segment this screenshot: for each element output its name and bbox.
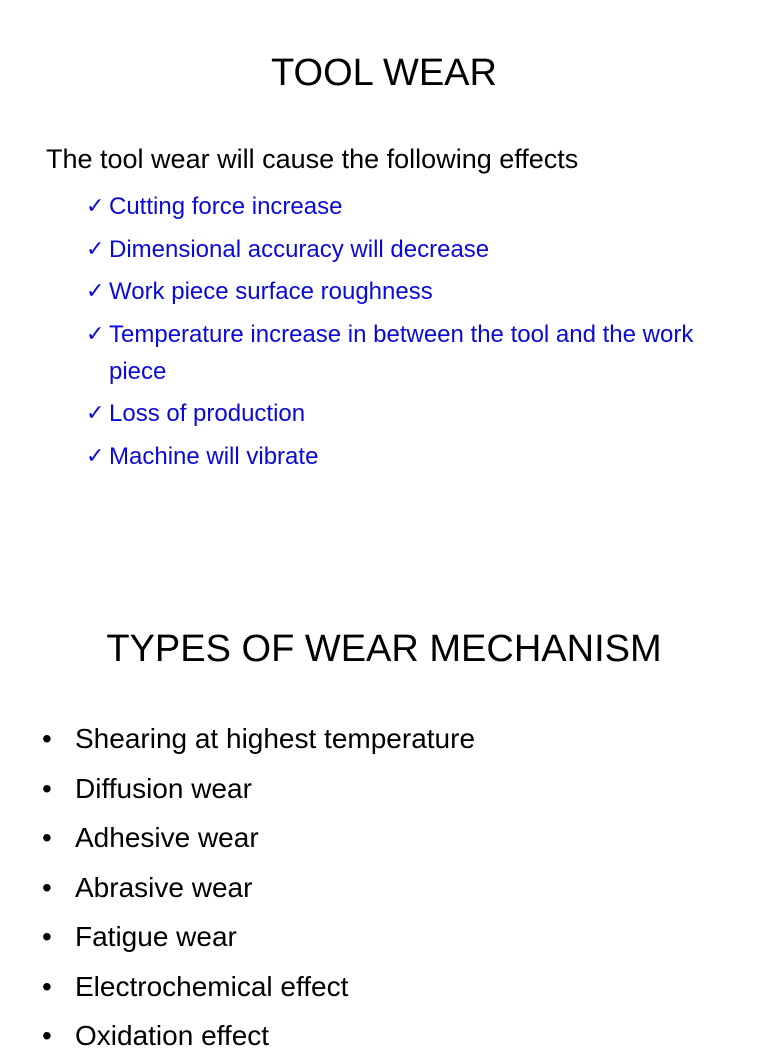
mechanisms-list — [42, 714, 475, 1061]
slide-title: TYPES OF WEAR MECHANISM — [106, 628, 662, 670]
bullet-icon: • — [42, 871, 52, 903]
bullet-icon: • — [42, 723, 52, 754]
list-item — [42, 714, 475, 764]
mechanism-text: Abrasive wear — [75, 871, 253, 903]
list-item — [42, 764, 475, 814]
mechanism-text: Oxidation effect — [75, 1020, 270, 1051]
checkmark-icon: ✓ — [86, 443, 105, 469]
bullet-icon: • — [42, 772, 52, 804]
checkmark-icon: ✓ — [86, 279, 105, 304]
list-item — [42, 912, 475, 962]
effect-text: Work piece surface roughness — [109, 278, 433, 305]
mechanism-text: Electrochemical effect — [75, 970, 349, 1002]
list-item — [42, 1011, 475, 1061]
bullet-icon: • — [42, 822, 52, 853]
list-item — [42, 813, 475, 863]
list-item — [42, 863, 475, 913]
checkmark-icon: ✓ — [86, 194, 105, 219]
list-item — [86, 188, 746, 225]
mechanism-text: Fatigue wear — [75, 921, 237, 952]
list-item — [86, 231, 746, 268]
list-item — [86, 316, 746, 390]
mechanism-text: Adhesive wear — [75, 822, 259, 853]
effect-text: Machine will vibrate — [109, 442, 319, 470]
mechanism-text: Shearing at highest temperature — [75, 723, 476, 754]
mechanism-text: Diffusion wear — [75, 772, 252, 804]
effect-text: Temperature increase in between the tool and the work piece — [109, 320, 694, 385]
intro-text: The tool wear will cause the following effects — [46, 144, 579, 174]
effects-list — [86, 188, 746, 480]
list-item — [42, 962, 475, 1012]
effect-text: Cutting force increase — [109, 193, 343, 220]
slide-wear-mechanisms — [0, 560, 768, 1051]
checkmark-icon: ✓ — [86, 401, 105, 426]
effect-text: Loss of production — [109, 400, 306, 427]
bullet-icon: • — [42, 970, 52, 1002]
checkmark-icon: ✓ — [86, 321, 105, 347]
slide-title: TOOL WEAR — [271, 52, 497, 94]
bullet-icon: • — [42, 921, 52, 952]
effect-text: Dimensional accuracy will decrease — [109, 235, 490, 263]
checkmark-icon: ✓ — [86, 236, 105, 262]
list-item — [86, 395, 746, 432]
bullet-icon: • — [42, 1020, 52, 1051]
list-item — [86, 438, 746, 475]
list-item — [86, 273, 746, 310]
